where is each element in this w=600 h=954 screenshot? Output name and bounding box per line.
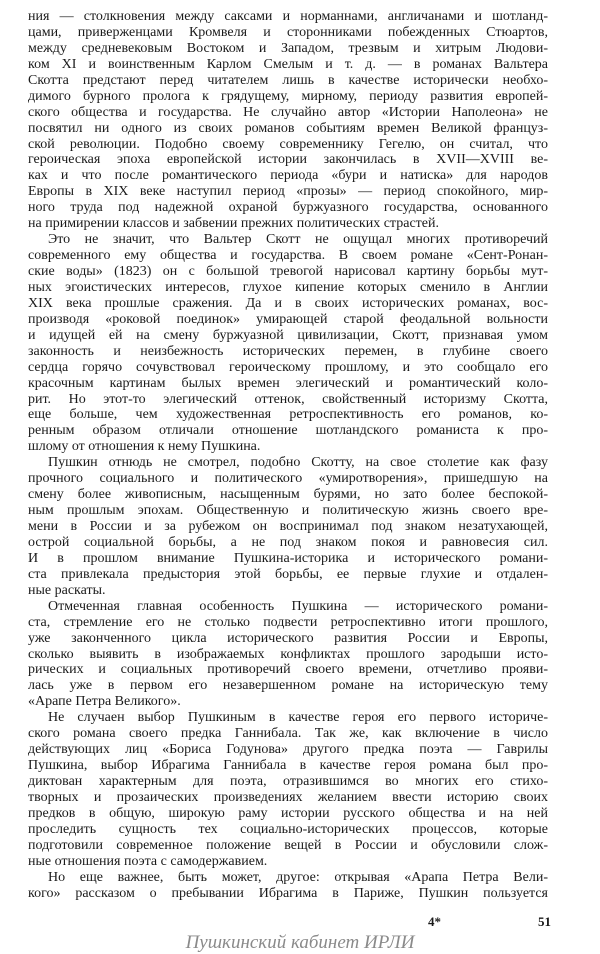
text-line: современного ему общества и государства. В своем романе «Сент-Ронан- <box>28 248 548 264</box>
text-line: подготовили современное положение вещей в России и обусловили слож- <box>28 837 548 853</box>
text-line: и идущей ей на смену буржуазной цивилизации, Скотт, признавая умом <box>28 327 548 343</box>
text-line: ках и что после романтического периода «бури и натиска» для народов <box>28 168 548 184</box>
text-line: шлому от отношения к нему Пушкина. <box>28 439 261 455</box>
text-line: ского романа своего предка Ганнибала. Так же, как включение в число <box>28 726 548 742</box>
text-line: ного труда под надежной охраной буржуазного государства, основанного <box>28 200 548 216</box>
text-line: диктован характерным для поэта, отразившимся во многих его стихо- <box>28 774 548 789</box>
text-line: «Арапе Петра Великого». <box>28 694 181 710</box>
text-line: сердца горячо сочувствовал героическому прошлому, и это сообщало его <box>28 359 548 375</box>
signature-mark: 4* <box>428 914 441 929</box>
text-line: ста, стремление его не столько подвести ретроспективно итоги прошлого, <box>28 614 548 630</box>
text-line: ния — столкновения между саксами и норманнами, англичанами и шотланд- <box>28 9 548 24</box>
text-line: между средневековым Востоком и Западом, трезвым и хитрым Людови- <box>28 40 548 56</box>
text-line: рит. Но этот-то элегический оттенок, свойственный историзму Скотта, <box>28 391 548 407</box>
text-line: героическая эпоха европейской истории закончилась в XVII—XVIII ве- <box>28 152 548 168</box>
text-line: кого» рассказом о пребывании Ибрагима в Париже, Пушкин пользуется <box>28 885 548 901</box>
text-line: Пушкина, выбор Ибрагима Ганнибала в качестве героя романа был про- <box>28 758 548 774</box>
paragraph <box>28 9 548 232</box>
text-line: Но еще важнее, быть может, другое: открывая «Арапа Петра Вели- <box>48 869 548 885</box>
page-number: 51 <box>538 914 551 929</box>
text-line: Пушкин отнюдь не смотрел, подобно Скотту, на свое столетие как фазу <box>48 455 548 471</box>
text-line: законность и неизбежность исторических перемен, в глубине своего <box>28 343 548 359</box>
paragraph <box>28 870 548 902</box>
text-line: Отмеченная главная особенность Пушкина — исторического романи- <box>48 598 548 614</box>
paragraph <box>28 232 548 455</box>
text-line: ренным образом отличали отношение шотландского романиста к про- <box>28 423 548 439</box>
text-line: проследить сущность тех социально-исторических процессов, которые <box>28 821 548 837</box>
text-line: красочным картинам былых времен элегический и романтический коло- <box>28 375 548 391</box>
paragraph <box>28 455 548 598</box>
text-line: предков в общую, широкую раму истории русского общества и на ней <box>28 805 548 821</box>
text-line: действующих лиц «Бориса Годунова» другого предка поэта — Гаврилы <box>28 742 548 758</box>
text-line: творных и прозаических произведениях желанием ввести историю своих <box>28 789 548 805</box>
text-line: димого бурного пролога к грядущему, мирному, периоду развития европей- <box>28 88 548 104</box>
text-line: Европы в XIX веке наступил период «прозы» — период спокойного, мир- <box>28 184 548 200</box>
text-line: мени в России и за рубежом он воспринимал под знаком незатухающей, <box>28 519 548 534</box>
paragraph <box>28 710 548 869</box>
text-line: Это не значит, что Вальтер Скотт не ощущал многих противоречий <box>48 232 548 248</box>
text-line: прочного социального и политического «умиротворения», пришедшую на <box>28 471 548 487</box>
library-watermark: Пушкинский кабинет ИРЛИ <box>185 932 415 953</box>
text-line: ные раскаты. <box>28 582 106 598</box>
text-line: ской революции. Подобно своему современнику Гегелю, он считал, что <box>28 136 548 152</box>
text-line: производя «роковой поединок» умирающей старой феодальной вольности <box>28 311 548 327</box>
text-line: смену более живописным, насыщенным бурями, но зато более беспокой- <box>28 487 548 503</box>
text-line: сколько выявить в изображаемых конфликтах прошлого зародыши исто- <box>28 646 548 662</box>
body-text <box>28 9 548 902</box>
text-line: посвятил ни одного из своих романов событиям времен Великой француз- <box>28 120 548 136</box>
text-line: уже законченного цикла исторического развития России и Европы, <box>28 630 548 646</box>
text-line: цами, приверженцами Кромвеля и сторонниками побежденных Стюартов, <box>28 24 548 40</box>
text-line: острой социальной борьбы, а не под знаком покоя и равновесия сил. <box>28 534 548 550</box>
text-line: XIX века прошлые сражения. Да и в своих исторических романах, вос- <box>28 295 548 311</box>
text-line: ста привлекала предыстория этой борьбы, ее первые глухие и отдален- <box>28 566 548 582</box>
text-line: ком XI и воинственным Карлом Смелым и т. д. — в романах Вальтера <box>28 56 548 72</box>
text-line: ные отношения поэта с самодержавием. <box>28 853 268 869</box>
text-line: еще больше, чем художественная ретроспективность его романов, ко- <box>28 407 548 423</box>
text-line: рических и социальных противоречий своего времени, отчетливо прояви- <box>28 662 548 678</box>
text-line: лась уже в первом его незавершенном романе на историческую тему <box>28 678 548 694</box>
paragraph <box>28 599 548 711</box>
text-line: на примирении классов и забвении прежних политических страстей. <box>28 216 439 232</box>
text-line: ных эгоистических интересов, глухое кипение которых сменило в Англии <box>28 279 548 295</box>
text-line: ские воды» (1823) он с большой тревогой нарисовал картину борьбы мут- <box>28 264 548 279</box>
text-line: Не случаен выбор Пушкиным в качестве героя его первого историче- <box>48 710 548 726</box>
text-line: Скотта предстают перед читателем лишь в качестве исторически необхо- <box>28 72 548 88</box>
text-line: И в прошлом внимание Пушкина-историка и исторического романи- <box>28 550 548 566</box>
text-line: ным прошлым эпохам. Общественную и политическую жизнь своего вре- <box>28 503 548 519</box>
text-line: ского общества и государства. Не случайно автор «Истории Наполеона» не <box>28 104 548 120</box>
